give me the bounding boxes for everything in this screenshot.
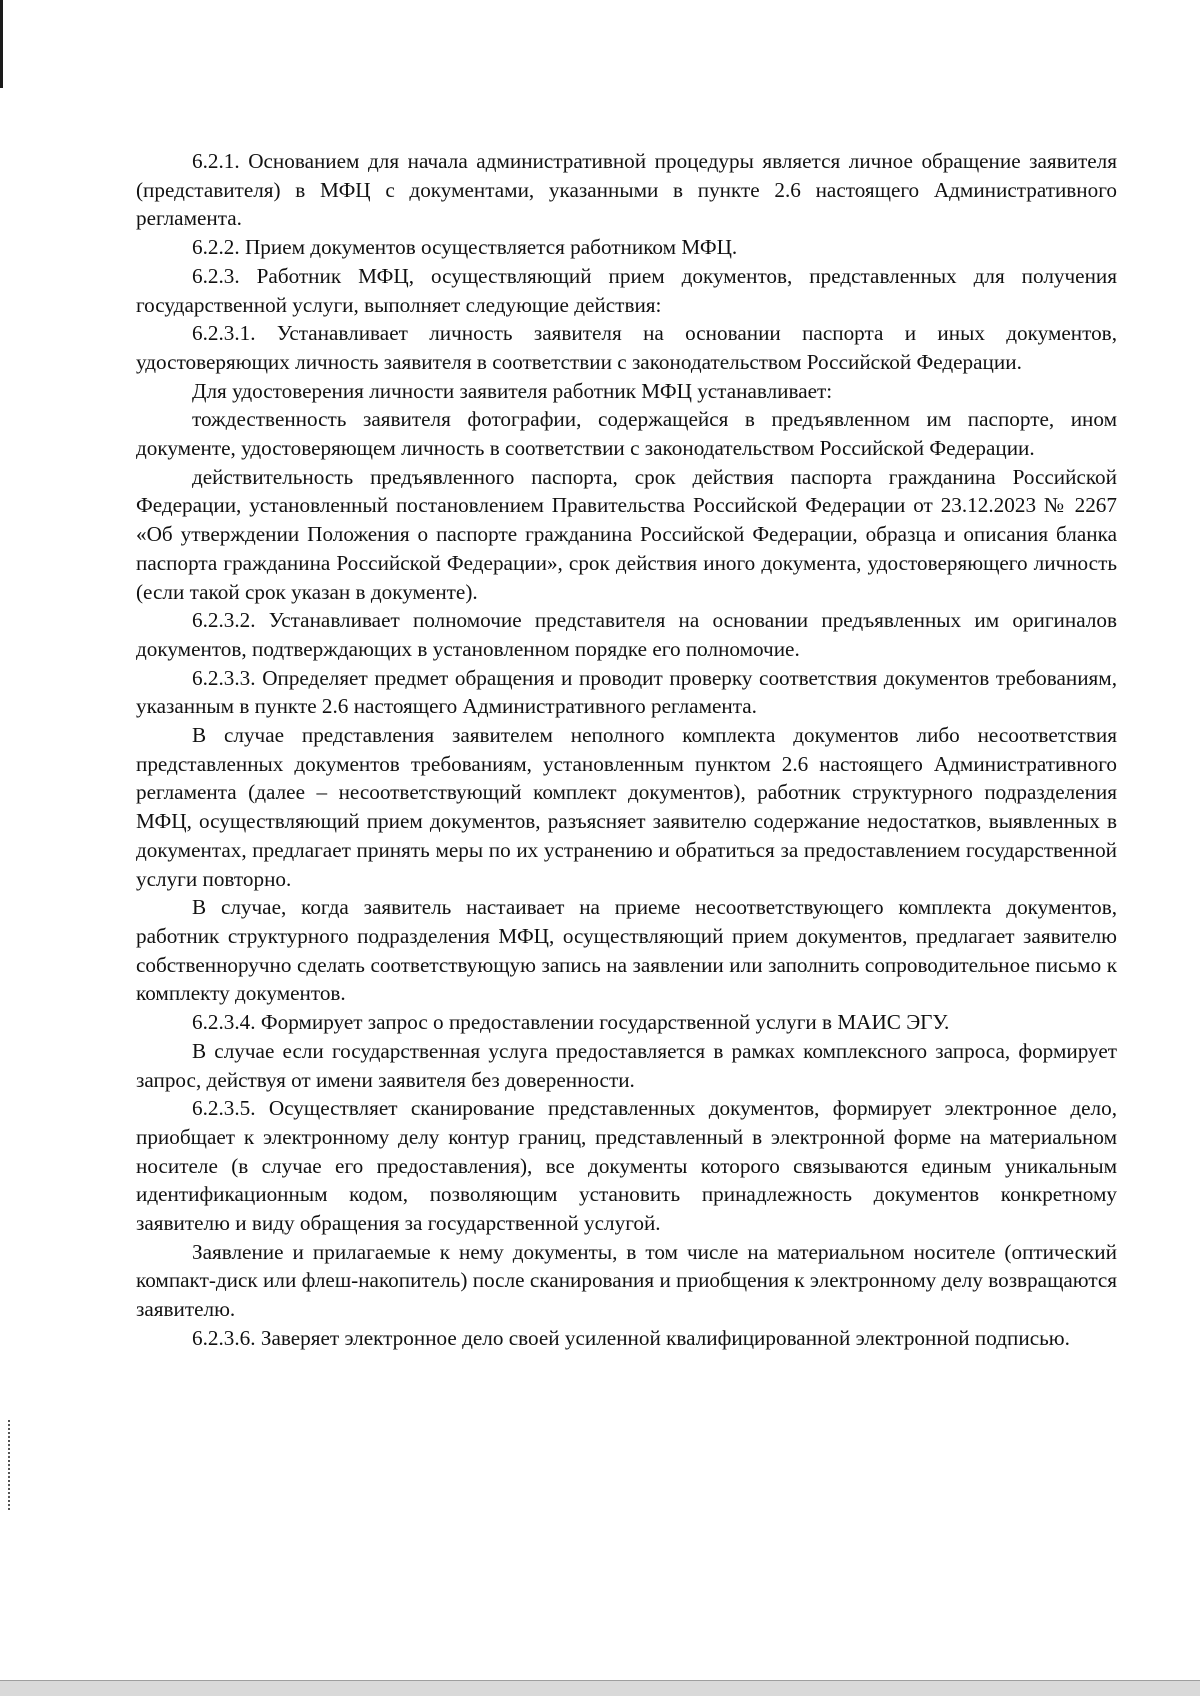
paragraph-6-2-3-2: 6.2.3.2. Устанавливает полномочие представителя на основании предъявленных им оригиналов документов, подтверждающих в установленном порядке его полномочие. [136,608,1117,661]
paragraph-6-2-3-1: 6.2.3.1. Устанавливает личность заявителя на основании паспорта и иных документов, удостоверяющих личность заявителя в соответствии с законодательством Российской Федерации. [136,321,1117,374]
paragraph-passport-validity: действительность предъявленного паспорта, срок действия паспорта гражданина Российской Федерации, установленный постановлением Правительства Российской Федерации от 23.12.2023 № 2267 «Об утверждении Положения о паспорте гражданина Российской Федерации, образца и описания бланка паспорта гражданина Российской Федерации», срок действия иного документа, удостоверяющего личность (если такой срок указан в документе). [136,464,1117,604]
paragraph-6-2-2: 6.2.2. Прием документов осуществляется работником МФЦ. [192,235,738,260]
paragraph-6-2-3-3: 6.2.3.3. Определяет предмет обращения и проводит проверку соответствия документов требованиям, указанным в пункте 2.6 настоящего Административного регламента. [136,665,1117,719]
document-body [136,147,1117,1353]
scan-edge-mark [0,0,3,88]
paragraph-identity-photo: тождественность заявителя фотографии, содержащейся в предъявленном им паспорте, ином документе, удостоверяющем личность в соответствии с законодательством Российской Федерации. [136,407,1117,461]
paragraph-incomplete-set: В случае представления заявителем неполного комплекта документов либо несоответствия представленных документов требованиям, установленным пунктом 2.6 настоящего Административного регламента (далее – несоответствующий комплект документов), работник структурного подразделения МФЦ, осуществляющий прием документов, разъясняет заявителю содержание недостатков, выявленных в документах, предлагает принять меры по их устранению и обратиться за предоставлением государственной услуги повторно. [136,723,1117,891]
paragraph-documents-returned: Заявление и прилагаемые к нему документы, в том числе на материальном носителе (оптический компакт-диск или флеш-накопитель) после сканирования и приобщения к электронному делу возвращаются заявителю. [136,1239,1117,1322]
paragraph-6-2-3-4: 6.2.3.4. Формирует запрос о предоставлении государственной услуги в МАИС ЭГУ. [192,1010,950,1035]
paragraph-6-2-3-6: 6.2.3.6. Заверяет электронное дело своей усиленной квалифицированной электронной подписью. [192,1325,1070,1350]
paragraph-6-2-3-5: 6.2.3.5. Осуществляет сканирование представленных документов, формирует электронное дело, приобщает к электронному делу контур границ, представленный в электронной форме на материальном носителе (в случае его предоставления), все документы которого связываются единым уникальным идентификационным кодом, позволяющим установить принадлежность документов конкретному заявителю и виду обращения за государственной услугой. [136,1096,1117,1236]
paragraph-identity-intro: Для удостоверения личности заявителя работник МФЦ устанавливает: [192,378,833,403]
paragraph-6-2-1: 6.2.1. Основанием для начала административной процедуры является личное обращение заявителя (представителя) в МФЦ с документами, указанными в пункте 2.6 настоящего Административного регламента. [136,149,1117,231]
paragraph-6-2-3: 6.2.3. Работник МФЦ, осуществляющий прием документов, представленных для получения государственной услуги, выполняет следующие действия: [136,263,1117,317]
paragraph-complex-request: В случае если государственная услуга предоставляется в рамках комплексного запроса, формирует запрос, действуя от имени заявителя без доверенности. [136,1038,1117,1092]
scan-noise-mark [8,1420,12,1510]
scan-bottom-edge [0,1680,1200,1696]
paragraph-insists-acceptance: В случае, когда заявитель настаивает на приеме несоответствующего комплекта документов, работник структурного подразделения МФЦ, осуществляющий прием документов, предлагает заявителю собственноручно сделать соответствующую запись на заявлении или заполнить сопроводительное письмо к комплекту документов. [136,895,1117,1006]
